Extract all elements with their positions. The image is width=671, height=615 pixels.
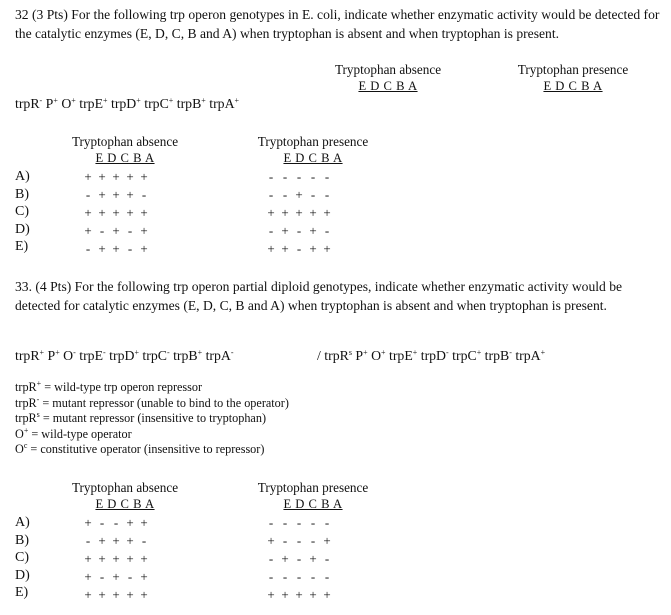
activity-cell: - [127,241,133,256]
gene-superscript: + [412,348,418,357]
q33-genotype-2 [317,348,545,364]
definition-text: = wild-type trp operon repressor [41,380,203,394]
gene-symbol: trpR$^s$ [15,410,40,425]
gene-superscript: + [540,348,546,357]
q33-genotype-2-genes [324,348,545,363]
gene-symbol: trpA+ [209,96,240,111]
gene-symbol: P+ [47,348,60,363]
activity-cell: + [281,551,289,566]
activity-cell: - [268,551,274,566]
gene-symbol: O- [63,348,76,363]
grid-row [264,550,334,568]
activity-cell: + [84,169,92,184]
activity-cell: + [309,551,317,566]
activity-cell: + [309,223,317,238]
gene-symbol: trpA- [205,348,234,363]
gene-superscript: + [363,348,368,357]
activity-cell: - [141,533,147,548]
definition-line [15,442,289,458]
option-label: E) [15,239,29,254]
activity-cell: - [282,533,288,548]
gene-superscript: - [73,348,76,357]
q32-header-absence-enzymes: E D C B A [358,79,418,93]
activity-cell: - [282,169,288,184]
gene-superscript: - [509,348,512,357]
gene-superscript: + [103,96,108,105]
activity-cell: + [295,205,303,220]
activity-cell: - [310,569,316,584]
activity-cell: + [112,223,120,238]
q33-options [15,514,30,602]
gene-symbol: P+ [45,96,58,111]
activity-cell: + [323,241,331,256]
gene-superscript: - [230,348,234,357]
activity-cell: + [323,533,331,548]
activity-cell: + [140,241,148,256]
grid-row [264,168,334,186]
q33-table-presence-enzymes: E D C B A [283,497,343,511]
activity-cell: - [85,187,91,202]
activity-cell: + [309,241,317,256]
activity-cell: + [267,205,275,220]
activity-cell: + [84,223,92,238]
q32-options [15,168,30,256]
gene-symbol: trpR- [15,96,43,111]
activity-cell: - [141,187,147,202]
gene-superscript: + [476,348,482,357]
gene-symbol: trpB- [484,348,512,363]
activity-cell: + [140,587,148,602]
grid-row [264,240,334,258]
grid-row [264,532,334,550]
q33-absence-grid [81,514,151,604]
activity-cell: - [310,533,316,548]
gene-superscript: + [55,348,60,357]
option-label: B) [15,532,29,548]
q33-table-absence-label: Tryptophan absence [71,480,179,495]
activity-cell: + [126,169,134,184]
grid-row [264,186,334,204]
gene-symbol: trpR+ [15,348,45,363]
activity-cell: - [296,551,302,566]
activity-cell: - [296,515,302,530]
gene-symbol: trpA+ [515,348,546,363]
activity-cell: - [310,169,316,184]
activity-cell: + [295,187,303,202]
definition-line [15,427,289,443]
activity-cell: + [112,187,120,202]
activity-cell: + [323,205,331,220]
gene-symbol: trpB+ [173,348,203,363]
activity-cell: - [268,169,274,184]
gene-superscript: + [71,96,76,105]
gene-symbol: trpR+ [15,379,42,394]
gene-symbol: trpC+ [144,96,174,111]
activity-cell: + [126,187,134,202]
activity-cell: + [98,169,106,184]
activity-cell: + [140,551,148,566]
definition-text: = wild-type operator [28,426,132,441]
activity-cell: + [112,569,120,584]
grid-row [264,222,334,240]
activity-cell: - [324,169,330,184]
gene-symbol: trpD+ [109,348,139,363]
activity-cell: + [112,169,120,184]
definition-line [15,396,289,412]
activity-cell: - [296,533,302,548]
activity-cell: + [112,241,120,256]
activity-cell: - [324,569,330,584]
activity-cell: + [295,587,303,602]
activity-cell: + [84,205,92,220]
activity-cell: + [126,515,134,530]
activity-cell: + [126,205,134,220]
activity-cell: + [267,241,275,256]
gene-symbol: trpE+ [79,96,108,111]
gene-superscript: - [446,348,449,357]
activity-cell: - [282,515,288,530]
grid-row [81,514,151,532]
activity-cell: + [140,515,148,530]
activity-cell: - [282,187,288,202]
gene-symbol: trpC+ [452,348,482,363]
activity-cell: + [281,241,289,256]
grid-row [81,532,151,550]
gene-symbol: trpB+ [176,96,206,111]
gene-symbol: trpE- [79,348,106,363]
q32-header-presence-enzymes: E D C B A [543,79,603,93]
gene-symbol: trpD- [420,348,449,363]
activity-cell: + [309,587,317,602]
gene-symbol: trpR$^s$ [324,348,352,363]
gene-superscript: - [166,348,170,357]
activity-cell: - [127,569,133,584]
activity-cell: + [112,551,120,566]
activity-cell: + [98,205,106,220]
option-label: E) [15,585,29,600]
definition-text: = mutant repressor (insensitive to tryptophan) [39,411,266,425]
q32-table-absence-label: Tryptophan absence [71,134,179,149]
activity-cell: - [296,169,302,184]
activity-cell: - [310,187,316,202]
activity-cell: + [98,533,106,548]
activity-cell: + [126,533,134,548]
activity-cell: + [126,551,134,566]
activity-cell: - [324,551,330,566]
activity-cell: + [140,223,148,238]
activity-cell: - [85,533,91,548]
activity-cell: - [127,223,133,238]
q33-genotype-2-prefix: / [317,348,325,363]
activity-cell: + [84,551,92,566]
gene-symbol: P+ [355,348,368,363]
definition-text: = mutant repressor (unable to bind to the operator) [39,395,289,410]
gene-symbol: $O^c$ [15,441,28,456]
gene-superscript: - [36,394,40,404]
activity-cell: + [84,569,92,584]
gene-superscript: - [39,96,43,105]
activity-cell: - [268,569,274,584]
gene-symbol: trpR- [15,394,40,410]
gene-superscript: - [103,348,106,357]
grid-row [264,204,334,222]
activity-cell: + [98,587,106,602]
activity-cell: + [98,551,106,566]
gene-superscript: + [168,96,174,105]
q32-presence-grid [264,168,334,258]
activity-cell: - [324,223,330,238]
q32-table-absence-enzymes: E D C B A [95,151,155,165]
activity-cell: - [99,515,105,530]
activity-cell: + [267,587,275,602]
activity-cell: - [113,515,119,530]
question-33-text: 33. (4 Pts) For the following trp operon partial diploid genotypes, indicate whether enzymatic activity would be detected for catalytic enzymes (E, D, C, B and A) when tryptophan is absent and when tryptophan is present. [15,279,623,313]
gene-superscript: + [234,96,240,105]
activity-cell: - [296,223,302,238]
grid-row [81,186,151,204]
activity-cell: - [282,569,288,584]
option-label: A) [15,515,30,530]
activity-cell: + [84,587,92,602]
gene-symbol: O+ [15,425,29,441]
gene-superscript: + [197,348,203,357]
gene-superscript: s [36,410,40,419]
gene-superscript: + [201,96,206,105]
grid-row [81,168,151,186]
q33-presence-grid [264,514,334,604]
gene-symbol: O+ [371,348,386,363]
q32-absence-grid [81,168,151,258]
activity-cell: - [268,187,274,202]
activity-cell: + [98,241,106,256]
grid-row [81,240,151,258]
activity-cell: - [296,569,302,584]
gene-superscript: + [39,348,45,357]
activity-cell: - [268,515,274,530]
activity-cell: + [267,533,275,548]
activity-cell: + [309,205,317,220]
activity-cell: - [85,241,91,256]
q32-table-presence-enzymes: E D C B A [283,151,343,165]
gene-superscript: + [23,425,29,435]
gene-superscript: s [348,348,352,357]
activity-cell: + [112,205,120,220]
activity-cell: - [324,515,330,530]
q32-header-presence-label: Tryptophan presence [517,62,629,77]
definition-line [15,411,289,427]
definition-text: = constitutive operator (insensitive to repressor) [27,442,265,456]
gene-symbol: trpD+ [110,96,141,111]
grid-row [81,222,151,240]
activity-cell: + [323,587,331,602]
gene-symbol: O+ [61,96,76,111]
activity-cell: + [281,205,289,220]
q33-definitions [15,380,289,458]
gene-symbol: trpC- [142,348,170,363]
gene-superscript: + [136,96,141,105]
question-32-text: 32 (3 Pts) For the following trp operon genotypes in E. coli, indicate whether enzymatic activity would be detected for the catalytic enzymes (E, D, C, B and A) when tryptophan is absent and when tryptophan is present. [15,7,660,41]
activity-cell: - [310,515,316,530]
activity-cell: + [126,587,134,602]
activity-cell: - [324,187,330,202]
option-label: C) [15,204,29,219]
activity-cell: + [112,533,120,548]
option-label: D) [15,221,30,237]
activity-cell: + [140,169,148,184]
gene-superscript: c [23,441,28,450]
activity-cell: - [268,223,274,238]
activity-cell: + [98,187,106,202]
grid-row [81,586,151,604]
grid-row [81,568,151,586]
q33-table-presence-label: Tryptophan presence [257,480,369,495]
option-label: D) [15,567,30,583]
option-label: C) [15,550,29,565]
gene-symbol: trpE+ [389,348,418,363]
grid-row [81,550,151,568]
q32-table-presence-label: Tryptophan presence [257,134,369,149]
activity-cell: - [296,241,302,256]
activity-cell: + [112,587,120,602]
activity-cell: - [99,223,105,238]
gene-superscript: + [36,379,42,388]
gene-superscript: + [53,96,58,105]
activity-cell: + [140,205,148,220]
q32-header-absence-label: Tryptophan absence [334,62,442,77]
activity-cell: + [281,587,289,602]
activity-cell: + [84,515,92,530]
grid-row [264,514,334,532]
option-label: B) [15,186,29,202]
gene-superscript: + [134,348,139,357]
definition-line [15,380,289,396]
grid-row [81,204,151,222]
option-label: A) [15,169,30,184]
activity-cell: + [140,569,148,584]
activity-cell: + [281,223,289,238]
q33-genotype-1 [15,348,234,364]
grid-row [264,568,334,586]
q33-table-absence-enzymes: E D C B A [95,497,155,511]
grid-row [264,586,334,604]
gene-superscript: + [381,348,386,357]
q32-genotype [15,96,239,112]
activity-cell: - [99,569,105,584]
